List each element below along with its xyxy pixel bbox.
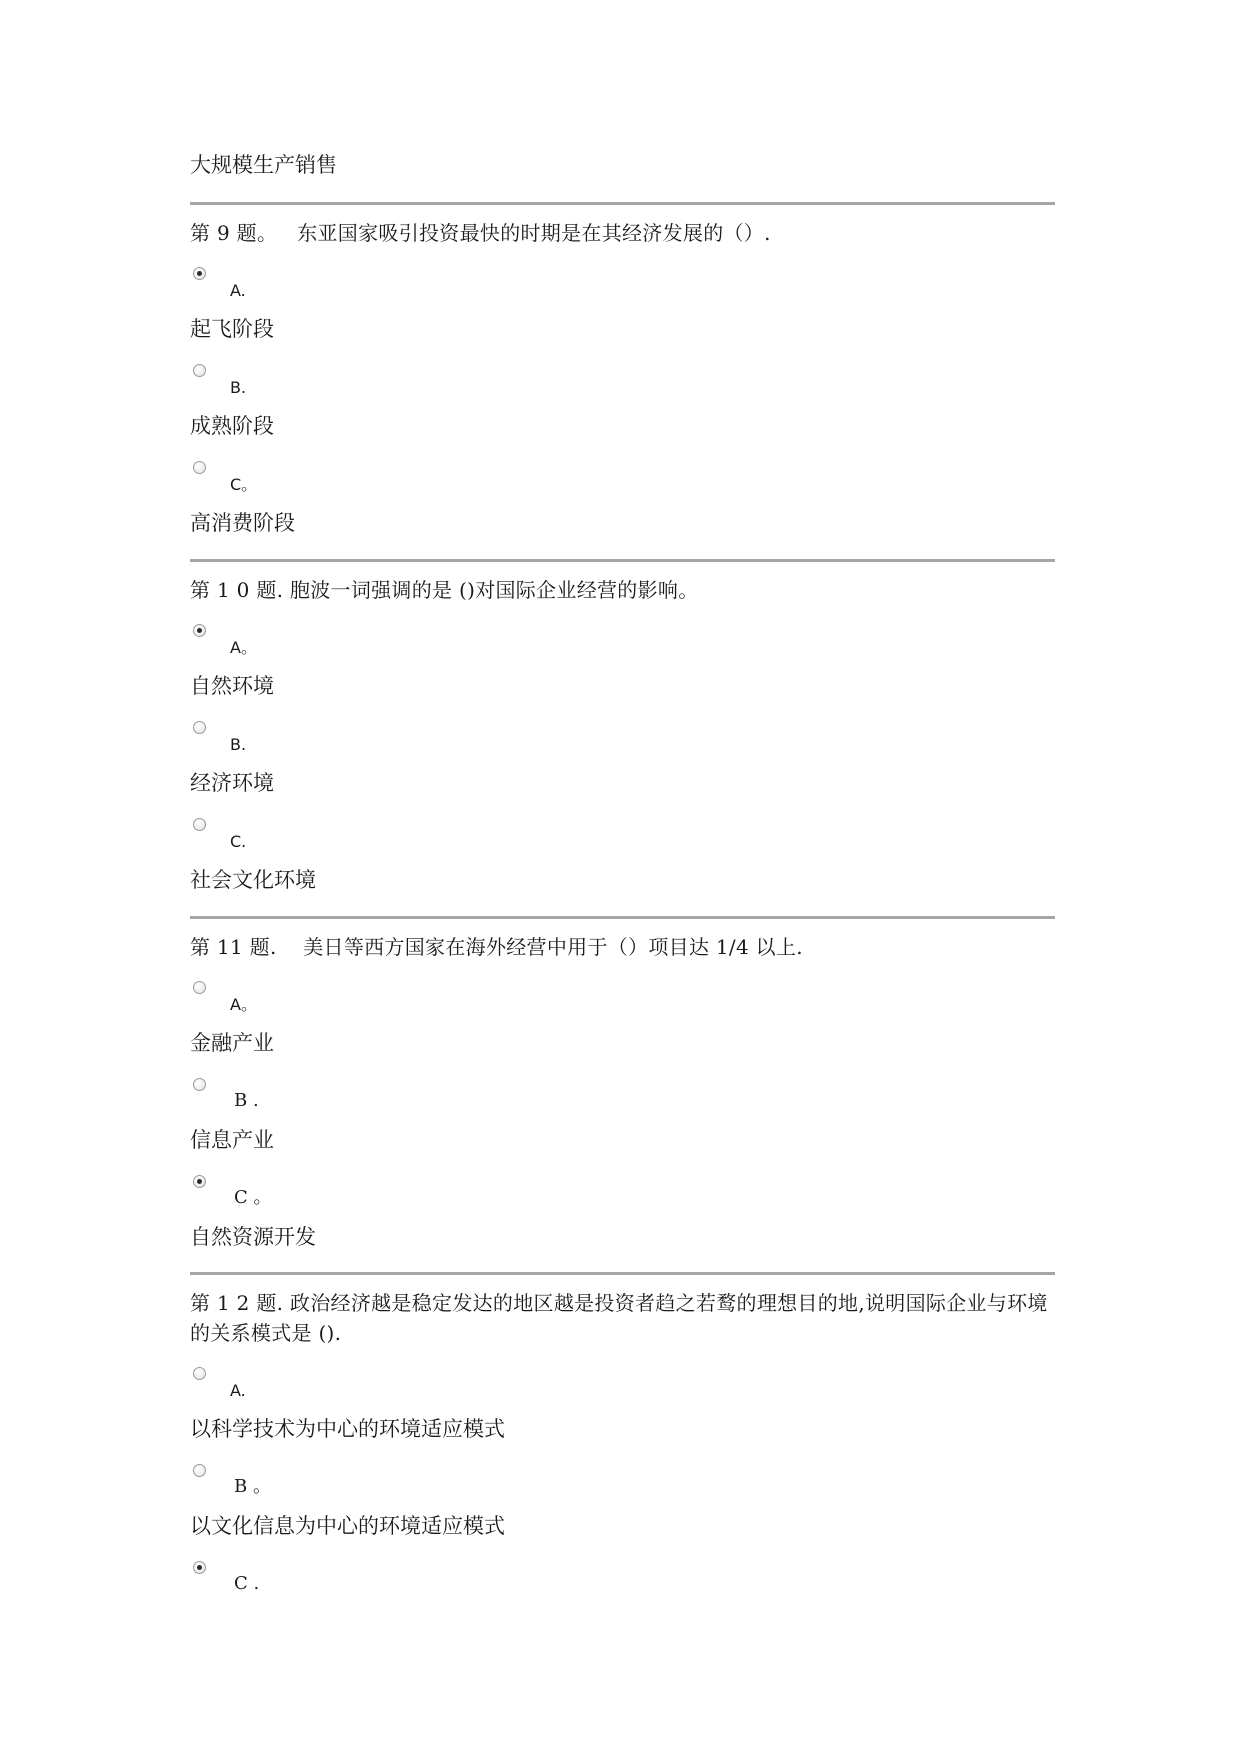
option-letter: B. bbox=[230, 378, 247, 397]
option-letter: B. bbox=[230, 735, 247, 754]
option-text: 高消费阶段 bbox=[190, 511, 295, 535]
divider bbox=[190, 559, 1055, 562]
option-text: 金融产业 bbox=[190, 1031, 274, 1055]
question-block bbox=[190, 559, 1055, 892]
option-text: 经济环境 bbox=[190, 771, 274, 795]
option-text: 自然环境 bbox=[190, 674, 274, 698]
option-letter: C 。 bbox=[234, 1187, 272, 1208]
divider bbox=[190, 202, 1055, 205]
option-letter: C. bbox=[230, 832, 247, 851]
option-letter: A. bbox=[230, 1381, 246, 1400]
option-letter: A。 bbox=[230, 995, 257, 1014]
radio-option-c[interactable] bbox=[193, 1175, 206, 1188]
radio-option-b[interactable] bbox=[193, 1078, 206, 1091]
option-text: 成熟阶段 bbox=[190, 414, 274, 438]
divider bbox=[190, 916, 1055, 919]
radio-option-b[interactable] bbox=[193, 1464, 206, 1477]
option-text: 起飞阶段 bbox=[190, 317, 274, 341]
radio-option-c[interactable] bbox=[193, 461, 206, 474]
radio-option-b[interactable] bbox=[193, 364, 206, 377]
radio-option-a[interactable] bbox=[193, 1367, 206, 1380]
question-title: 第 1 2 题. 政治经济越是稳定发达的地区越是投资者趋之若鹜的理想目的地,说明国际企业与环境的关系模式是 (). bbox=[190, 1291, 1048, 1345]
radio-option-a[interactable] bbox=[193, 624, 206, 637]
option-letter: C . bbox=[234, 1573, 260, 1594]
option-letter: A。 bbox=[230, 638, 257, 657]
option-letter: A. bbox=[230, 281, 246, 300]
previous-option-text: 大规模生产销售 bbox=[190, 153, 337, 177]
option-letter: C。 bbox=[230, 475, 258, 494]
radio-option-a[interactable] bbox=[193, 267, 206, 280]
radio-option-c[interactable] bbox=[193, 1561, 206, 1574]
radio-option-b[interactable] bbox=[193, 721, 206, 734]
divider bbox=[190, 1272, 1055, 1275]
radio-option-c[interactable] bbox=[193, 818, 206, 831]
option-letter: B 。 bbox=[234, 1476, 271, 1497]
option-letter: B . bbox=[234, 1090, 259, 1111]
option-text: 信息产业 bbox=[190, 1128, 274, 1152]
option-text: 社会文化环境 bbox=[190, 868, 316, 892]
option-text: 以科学技术为中心的环境适应模式 bbox=[190, 1417, 505, 1441]
option-text: 以文化信息为中心的环境适应模式 bbox=[190, 1514, 505, 1538]
question-block bbox=[190, 916, 1055, 1249]
option-text: 自然资源开发 bbox=[190, 1225, 316, 1249]
question-block bbox=[190, 1272, 1055, 1594]
question-title: 第 9 题。 东亚国家吸引投资最快的时期是在其经济发展的（）. bbox=[190, 221, 771, 245]
question-block bbox=[190, 202, 1055, 535]
radio-option-a[interactable] bbox=[193, 981, 206, 994]
question-title: 第 11 题. 美日等西方国家在海外经营中用于（）项目达 1/4 以上. bbox=[190, 935, 803, 959]
question-title: 第 1 0 题. 胞波一词强调的是 ()对国际企业经营的影响。 bbox=[190, 578, 699, 602]
